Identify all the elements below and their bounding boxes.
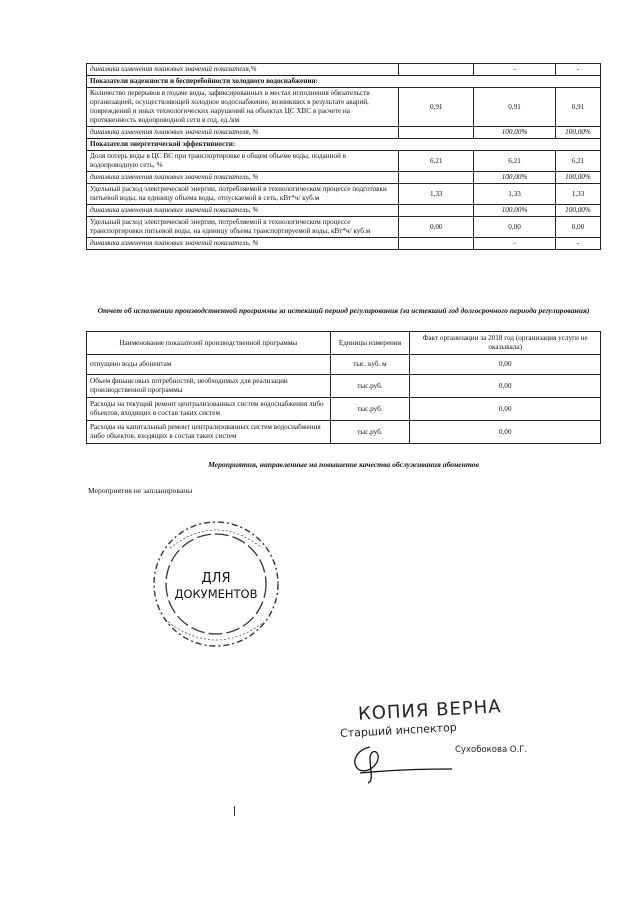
row-label: динамика изменения плановых значений показателя, % [87, 127, 399, 139]
row-unit: тыс.руб. [330, 398, 410, 421]
indicator-row [87, 217, 601, 238]
value-cell-v3: - [556, 238, 601, 250]
report-title: Отчет об исполнении производственной программы за истекший период регулирования (за истекший год долгосрочного периода регулирования) [97, 306, 590, 315]
row-label: динамика изменения плановых значений показатель, % [87, 238, 399, 250]
value-cell-v3: - [556, 64, 601, 76]
value-cell-v3: 0,91 [556, 88, 601, 127]
header-name: Наименование показателей производственной программы [87, 332, 331, 355]
stamp-line1: ДЛЯ [201, 571, 231, 586]
value-cell-v2: 6,21 [474, 151, 556, 172]
position-label: Старший инспектор [339, 720, 458, 741]
value-cell-v2: 100,00% [474, 205, 556, 217]
value-cell-v1: 0,91 [399, 88, 474, 127]
row-label: динамика изменения плановых значений показатель, % [87, 172, 399, 184]
value-cell-v1 [399, 205, 474, 217]
header-fact: Факт организации за 2018 год (организация услуги не оказывала) [410, 332, 601, 355]
value-cell-v2: 0,91 [474, 88, 556, 127]
table-header-row [87, 332, 601, 355]
row-label: Удельный расход электрической энергии, потребляемой в технологическом процессе подготовки питьевой воды, на единицу объема воды, отпускаемой в сеть, кВт*ч/ куб.м [87, 184, 399, 205]
section-header-row [87, 76, 601, 88]
value-cell-v3: 100,00% [556, 127, 601, 139]
row-value: 0,00 [410, 375, 601, 398]
row-label: Удельный расход электрической энергии, потребляемой в технологическом процессе транспортировки питьевой воды, на единицу объема транспортируемой воды, кВт*ч/ куб.м [87, 217, 399, 238]
section-label: Показатели энергетической эффективности: [87, 139, 601, 151]
row-label: Количество перерывов в подаче воды, зафиксированных в местах исполнения обязательств организацией, осуществляющей холодное водоснабжение, возникших в результате аварий, повреждений и иных технологических нарушений на объектах ЦС ХВС в расчете на протяженность водопроводной сети в год, ед./км [87, 88, 399, 127]
table-row [87, 398, 601, 421]
value-cell-v3: 1,33 [556, 184, 601, 205]
value-cell-v2: - [474, 64, 556, 76]
section-label: Показатели надежности и бесперебойности холодного водоснабжения: [87, 76, 601, 88]
row-value: 0,00 [410, 421, 601, 444]
row-name: Расходы на капитальный ремонт централизованных систем водоснабжения либо объектов, входящих в состав таких систем [87, 421, 331, 444]
header-unit: Единицы измерения [330, 332, 410, 355]
events-title: Мероприятия, направленные на повышение качества обслуживания абонентов [208, 460, 479, 469]
value-cell-v2: 0,00 [474, 217, 556, 238]
indicator-row [87, 88, 601, 127]
value-cell-v2: 1,33 [474, 184, 556, 205]
row-label: динамика изменения плановых значений показатель, % [87, 205, 399, 217]
table-row [87, 355, 601, 375]
program-report-table [86, 331, 601, 444]
dynamics-row [87, 238, 601, 250]
value-cell-v3: 100,00% [556, 205, 601, 217]
value-cell-v3: 6,21 [556, 151, 601, 172]
value-cell-v1 [399, 238, 474, 250]
indicators-table [86, 63, 601, 250]
value-cell-v2: 100,00% [474, 172, 556, 184]
value-cell-v1: 0,00 [399, 217, 474, 238]
value-cell-v1 [399, 127, 474, 139]
value-cell-v1: 6,21 [399, 151, 474, 172]
dynamics-row [87, 127, 601, 139]
row-value: 0,00 [410, 398, 601, 421]
dynamics-row [87, 64, 601, 76]
table-row [87, 375, 601, 398]
copy-true-label: КОПИЯ ВЕРНА [357, 696, 503, 725]
row-label: динамика изменения плановых значений показателя,% [87, 64, 399, 76]
stamp-seal [150, 518, 282, 650]
value-cell-v1: 1,33 [399, 184, 474, 205]
stamp-line2: ДОКУМЕНТОВ [174, 587, 258, 601]
row-name: отпущено воды абонентам [87, 355, 331, 375]
value-cell-v3: 100,00% [556, 172, 601, 184]
dynamics-row [87, 205, 601, 217]
row-name: Объем финансовых потребностей, необходимых для реализации производственной программы [87, 375, 331, 398]
row-unit: тыс.руб. [330, 421, 410, 444]
dynamics-row [87, 172, 601, 184]
section-header-row [87, 139, 601, 151]
value-cell-v3: 0,00 [556, 217, 601, 238]
indicator-row [87, 151, 601, 172]
value-cell-v1 [399, 172, 474, 184]
value-cell-v2: 100,00% [474, 127, 556, 139]
table-row [87, 421, 601, 444]
scan-mark [234, 806, 235, 816]
signature [340, 735, 460, 785]
events-text: Мероприятия не запланированы [88, 486, 193, 495]
row-label: Доля потерь воды в ЦС ВС при транспортировке в общем объеме воды, поданной в водопроводную сеть, % [87, 151, 399, 172]
row-unit: тыс.руб. [330, 375, 410, 398]
row-value: 0,00 [410, 355, 601, 375]
row-unit: тыс. куб. м [330, 355, 410, 375]
inspector-name: Сухобокова О.Г. [455, 745, 528, 755]
row-name: Расходы на текущий ремонт централизованных систем водоснабжения либо объектов, входящих в состав таких систем [87, 398, 331, 421]
value-cell-v1 [399, 64, 474, 76]
indicator-row [87, 184, 601, 205]
value-cell-v2: - [474, 238, 556, 250]
